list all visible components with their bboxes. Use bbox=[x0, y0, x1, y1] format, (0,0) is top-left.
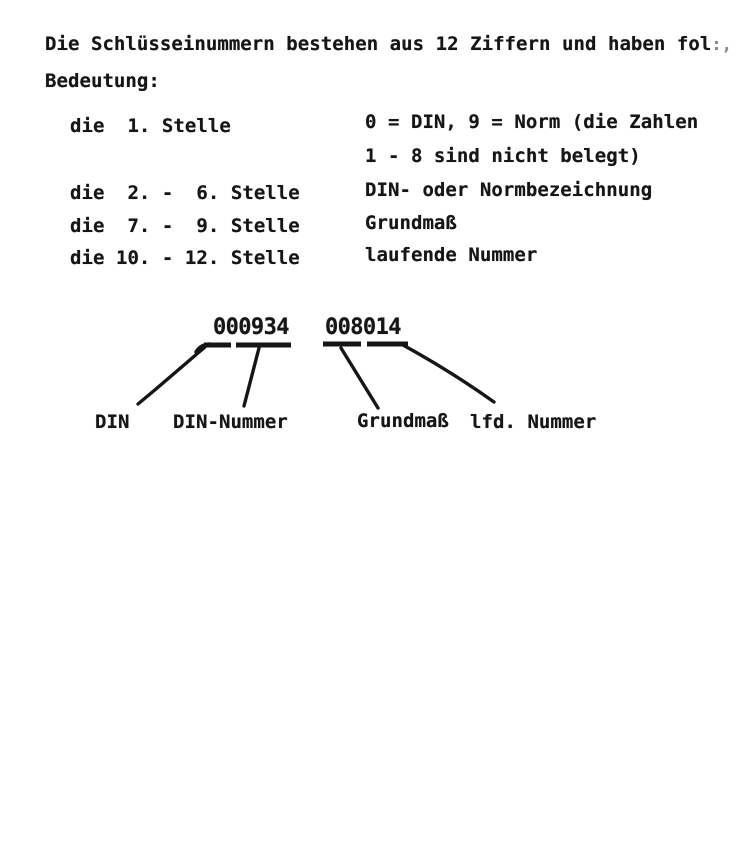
intro-line-1-text: Die Schlüsseinummern bestehen aus 12 Ziffern und haben fol bbox=[45, 33, 712, 55]
definition-desc-stelle-2-6: DIN- oder Normbezeichnung bbox=[365, 179, 653, 201]
connector-line-din-nummer bbox=[244, 348, 259, 406]
definition-term-stelle-1: die 1. Stelle bbox=[70, 115, 231, 137]
definition-term-stelle-2-6: die 2. - 6. Stelle bbox=[70, 182, 300, 204]
definition-desc-stelle-1-line-2: 1 - 8 sind nicht belegt) bbox=[365, 145, 641, 167]
definition-term-stelle-7-9: die 7. - 9. Stelle bbox=[70, 215, 300, 237]
definition-desc-stelle-1-line-1: 0 = DIN, 9 = Norm (die Zahlen bbox=[365, 111, 699, 133]
intro-line-2: Bedeutung: bbox=[45, 70, 160, 92]
definition-desc-stelle-7-9: Grundmaß bbox=[365, 212, 457, 234]
example-code-digits-7-12: 008014 bbox=[325, 315, 401, 340]
diagram-label-din: DIN bbox=[95, 411, 130, 433]
connector-line-grundmass bbox=[341, 348, 378, 408]
connector-line-lfd-nummer bbox=[403, 345, 494, 402]
diagram-label-din-nummer: DIN-Nummer bbox=[173, 411, 288, 433]
definition-term-stelle-10-12: die 10. - 12. Stelle bbox=[70, 247, 300, 269]
definition-desc-stelle-10-12: laufende Nummer bbox=[365, 244, 538, 266]
diagram-label-grundmass: Grundmaß bbox=[357, 410, 449, 432]
diagram-label-lfd-nummer: lfd. Nummer bbox=[470, 411, 597, 433]
clipped-character-artifact: :, bbox=[711, 35, 732, 55]
example-code-digits-1-6: 000934 bbox=[213, 315, 289, 340]
connector-line-din bbox=[138, 347, 205, 404]
